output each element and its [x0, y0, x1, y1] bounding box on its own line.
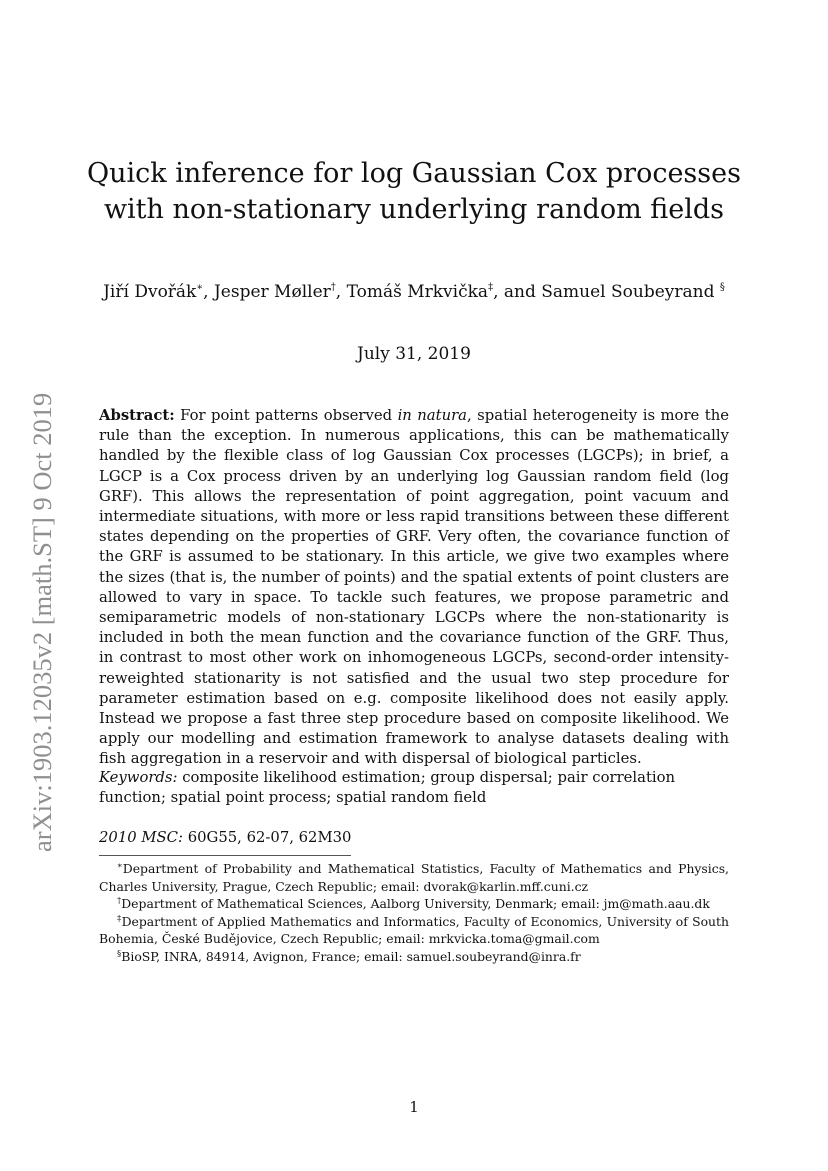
footnote-mark: § [117, 948, 122, 959]
paper-title [80, 156, 748, 228]
author-name: Jiří Dvořák [103, 282, 197, 302]
footnote [99, 895, 729, 913]
paper-title-line-2: with non-stationary underlying random fields [103, 194, 725, 225]
footnote [99, 913, 729, 948]
footnote-text: Department of Probability and Mathematical Statistics, Faculty of Mathematics and Physics, Charles University, Prague, Czech Republic; email: dvorak@karlin.mff.cuni.cz [99, 861, 729, 894]
footnote-mark: ∗ [117, 861, 123, 871]
author-list [80, 280, 748, 304]
footnote-mark: † [117, 896, 122, 906]
footnote-mark: ‡ [117, 913, 122, 924]
author-separator: , [335, 282, 347, 302]
keywords-text: composite likelihood estimation; group dispersal; pair correlation function; spatial point process; spatial random field [99, 769, 676, 807]
abstract-text: , spatial heterogeneity is more the rule than the exception. In numerous applications, this can be mathematically handled by the flexible class of log Gaussian Cox processes (LGCPs); in brief, a LGCP is a Cox process driven by an underlying log Gaussian random field (log GRF). This allows the representation of point aggregation, point vacuum and intermediate situations, with more or less rapid transitions between these different states depending on the properties of GRF. Very often, the covariance function of the GRF is assumed to be stationary. In this article, we give two examples where the sizes (that is, the number of points) and the spatial extents of point clusters are allowed to vary in space. To tackle such features, we propose parametric and semiparametric models of non-stationary LGCPs where the non-stationarity is included in both the mean function and the covariance function of the GRF. Thus, in contrast to most other work on inhomogeneous LGCPs, second-order intensity-reweighted stationarity is not satisfied and the usual two step procedure for parameter estimation based on e.g. composite likelihood does not easily apply. Instead we propose a fast three step procedure based on composite likelihood. We apply our modelling and estimation framework to analyse datasets dealing with fish aggregation in a reservoir and with dispersal of biological particles. [99, 407, 729, 768]
footnote-text: Department of Applied Mathematics and Informatics, Faculty of Economics, University of South Bohemia, České Budějovice, Czech Republic; email: mrkvicka.toma@gmail.com [99, 913, 729, 946]
arxiv-side-identifier: arXiv:1903.12035v2 [math.ST] 9 Oct 2019 [27, 392, 57, 852]
footnote [99, 948, 729, 966]
author-name: Tomáš Mrkvička [346, 282, 489, 302]
author-name: and Samuel Soubeyrand [503, 282, 715, 302]
msc-classification [99, 828, 729, 848]
abstract-italic-phrase: in natura [397, 407, 468, 424]
author-footnote-mark: § [719, 282, 725, 293]
footnotes [99, 860, 729, 965]
paper-date: July 31, 2019 [357, 344, 471, 364]
author-name: Jesper Møller [213, 282, 331, 302]
abstract-text-lead: For point patterns observed [180, 407, 393, 424]
msc-label: 2010 MSC: [99, 829, 183, 846]
abstract-label: Abstract: [99, 407, 175, 424]
msc-text: 60G55, 62-07, 62M30 [187, 829, 352, 846]
page-number: 1 [409, 1098, 419, 1116]
footnote-rule [99, 855, 351, 856]
footnote-text: Department of Mathematical Sciences, Aalborg University, Denmark; email: jm@math.aau.dk [121, 896, 710, 911]
author-separator: , [493, 282, 504, 302]
keywords-label: Keywords: [99, 769, 178, 786]
abstract [99, 406, 729, 770]
keywords [99, 768, 729, 808]
author-footnote-mark: ‡ [488, 282, 494, 293]
author-separator: , [203, 282, 214, 302]
author-footnote-mark: † [330, 282, 336, 293]
footnote [99, 860, 729, 895]
footnote-text: BioSP, INRA, 84914, Avignon, France; email: samuel.soubeyrand@inra.fr [121, 948, 581, 964]
paper-title-line-1: Quick inference for log Gaussian Cox processes [87, 158, 741, 189]
author-footnote-mark: ∗ [196, 282, 204, 293]
